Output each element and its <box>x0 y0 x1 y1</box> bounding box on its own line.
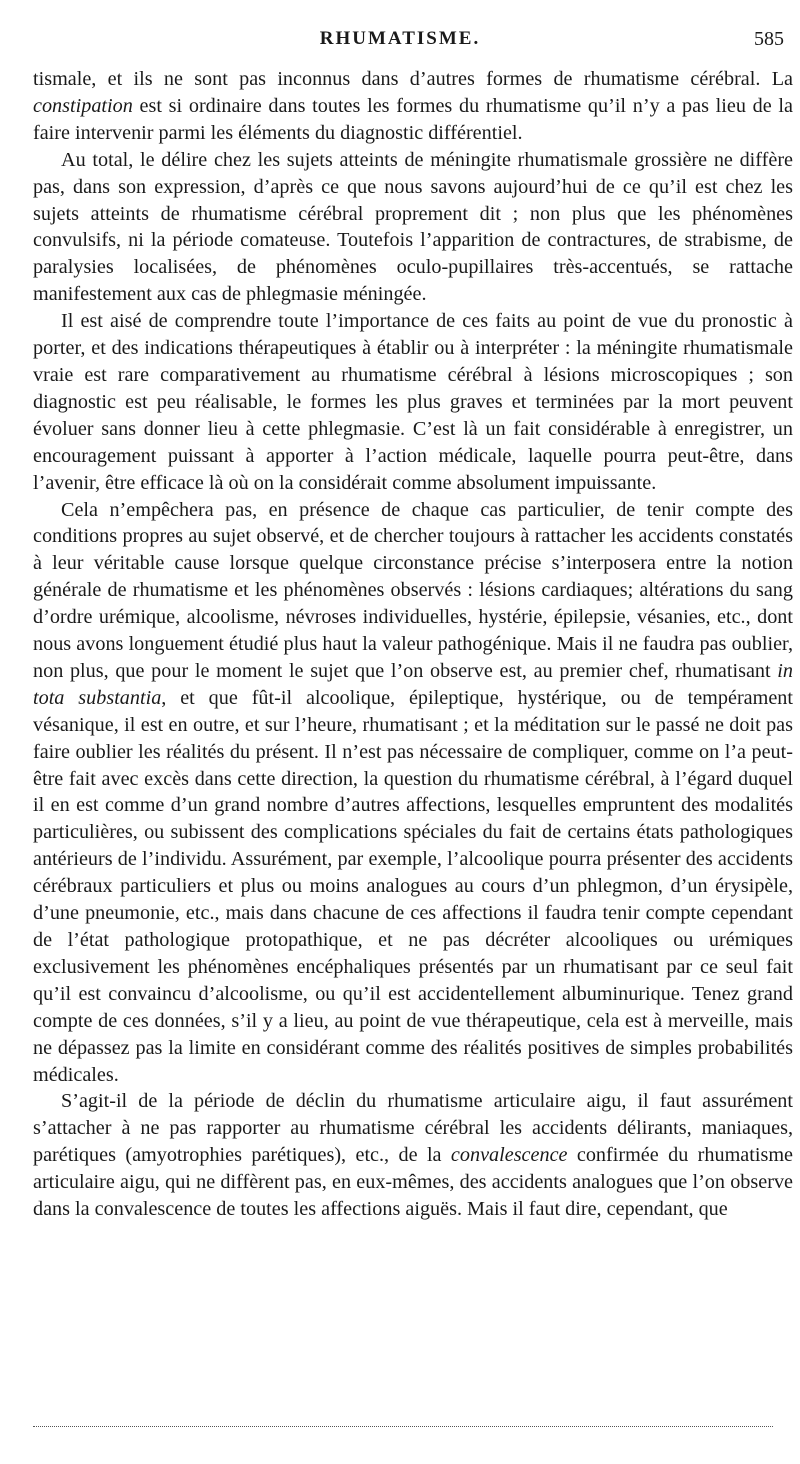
page-number: 585 <box>754 28 784 50</box>
footer-dotted-rule <box>33 1426 773 1427</box>
running-head <box>0 28 800 54</box>
paragraph <box>33 308 793 496</box>
paragraph <box>33 497 793 1089</box>
text-run: Au total, le délire chez les sujets atteints de méningite rhumatismale grossière ne diffère pas, dans son expression, d’après ce que nous savons aujourd’hui de ce qu’il est chez les sujets atteints de rhumatisme cérébral proprement dit ; non plus que les phénomènes convulsifs, ni la période comateuse. Toutefois l’apparition de contractures, de strabisme, de paralysies localisées, de phénomènes oculo-pupillaires très-accentués, se rattache manifestement aux cas de phlegmasie méningée. <box>33 148 793 306</box>
text-run: confirmée du rhumatisme articulaire aigu, qui ne diffèrent pas, en eux-mêmes, des accidents analogues que l’on observe dans la convalescence de toutes les affections aiguës. Mais il faut dire, cependant, que <box>33 1144 793 1221</box>
text-run: Cela n’empêchera pas, en présence de chaque cas particulier, de tenir compte des conditions propres au sujet observé, et de chercher toujours à rattacher les accidents constatés à leur véritable cause lorsque quelque circonstance précise s’interposera entre la notion générale de rhumatisme et les phénomènes observés : lésions cardiaques; altérations du sang d’ordre urémique, alcoolisme, névroses individuelles, hystérie, épilepsie, vésanies, etc., dont nous avons longuement étudié plus haut la valeur pathogénique. Mais il ne faudra pas oublier, non plus, que pour le moment le sujet que l’on observe est, au premier chef, rhumatisant <box>33 498 793 682</box>
italic-term: in tota substantia <box>33 659 793 709</box>
italic-term: convalescence <box>450 1144 568 1167</box>
paragraph <box>33 147 793 308</box>
text-run: tismale, et ils ne sont pas inconnus dans d’autres formes de rhumatisme cérébral. La <box>33 68 793 90</box>
italic-term: constipation <box>33 94 133 117</box>
running-title: RHUMATISME. <box>319 28 481 49</box>
text-run: est si ordinaire dans toutes les formes du rhumatisme qu’il n’y a pas lieu de la faire intervenir parmi les éléments du diagnostic différentiel. <box>33 94 793 144</box>
text-run: Il est aisé de comprendre toute l’importance de ces faits au point de vue du pronostic à porter, et des indications thérapeutiques à établir ou à interpréter : la méningite rhumatismale vraie est rare comparativement au rhumatisme cérébral à lésions microscopiques ; son diagnostic est peu réalisable, le formes les plus graves et terminées par la mort peuvent évoluer sans donner lieu à cette phlegmasie. C’est là un fait considérable à enregistrer, un encouragement puissant à apporter à l’action médicale, laquelle pourra peut-être, dans l’avenir, être efficace là où on la considérait comme absolument impuissante. <box>33 310 793 494</box>
body-text <box>33 66 793 1223</box>
paragraph <box>33 1088 793 1223</box>
text-run: S’agit-il de la période de déclin du rhumatisme articulaire aigu, il faut assurément s’attacher à ne pas rapporter au rhumatisme cérébral les accidents délirants, maniaques, parétiques (amyotrophies parétiques), etc., de la <box>33 1090 793 1167</box>
text-run: , et que fût-il alcoolique, épileptique, hystérique, ou de tempérament vésanique, il est en outre, et sur l’heure, rhumatisant ; et la méditation sur le passé ne doit pas faire oublier les réalités du présent. Il n’est pas nécessaire de compliquer, comme on l’a peut-être fait avec excès dans cette direction, la question du rhumatisme cérébral, à l’égard duquel il en est comme d’un grand nombre d’autres affections, lesquelles empruntent des modalités particulières, ou subissent des complications spéciales du fait de certains états pathologiques antérieurs de l’individu. Assurément, par exemple, l’alcoolique pourra présenter des accidents cérébraux particuliers et plus ou moins analogues au cours d’un phlegmon, d’un érysipèle, d’une pneumonie, etc., mais dans chacune de ces affections il faudra tenir compte cependant de l’état pathologique protopathique, et ne pas décréter alcooliques ou urémiques exclusivement les phénomènes encéphaliques présentés par un rhumatisant par ce seul fait qu’il est convaincu d’alcoolisme, ou qu’il est accidentellement albuminurique. Tenez grand compte de ces données, s’il y a lieu, au point de vue thérapeutique, cela est à merveille, mais ne dépassez pas la limite en considérant comme des réalités positives de simples probabilités médicales. <box>33 686 793 1086</box>
paragraph <box>33 66 793 147</box>
